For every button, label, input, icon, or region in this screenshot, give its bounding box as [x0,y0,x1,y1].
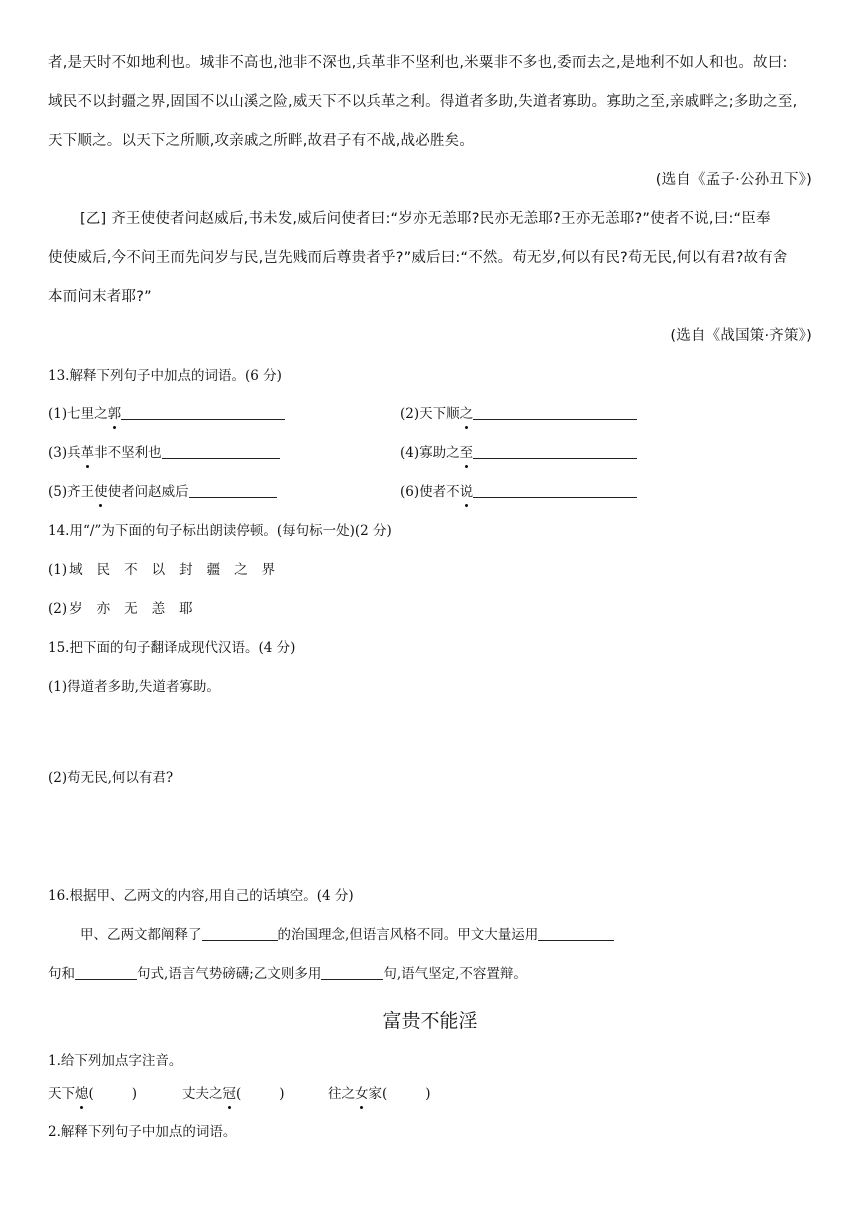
section2-q1-title: 1.给下列加点字注音。 [48,1053,183,1069]
q13-row-1 [48,404,812,424]
section2-q2-title: 2.解释下列句子中加点的词语。 [48,1124,237,1140]
emphasis-dot-char: 熄 [75,1086,89,1102]
emphasis-dot-char: 女 [355,1086,369,1102]
answer-blank[interactable] [202,926,278,941]
passage-yi-line-3: 本而问末者耶?” [48,289,152,305]
q13-item-6: (6)使者不说 [400,482,637,502]
passage-jia-line-2: 域民不以封疆之界,固国不以山溪之险,威天下不以兵革之利。得道者多助,失道者寡助。寡助之至,亲戚畔之;多助之至, [48,94,798,110]
q13-item-1: (1)七里之郭 [48,406,285,422]
section-title: 富贵不能淫 [382,1010,478,1032]
answer-blank[interactable] [473,444,637,459]
emphasis-dot-char: 之 [459,406,474,422]
q15-sentence-1: (1)得道者多助,失道者寡助。 [48,679,220,695]
emphasis-dot-char: 冠 [222,1086,236,1102]
passage-jia-source: (选自《孟子·公孙丑下》) [655,172,812,188]
q13-item-3: (3)兵革非不坚利也 [48,445,280,461]
q13-row-2 [48,443,812,463]
q16-title: 16.根据甲、乙两文的内容,用自己的话填空。(4 分) [48,888,354,904]
answer-blank[interactable] [75,965,137,980]
passage-yi-line-2: 使使威后,今不问王而先问岁与民,岂先贱而后尊贵者乎?”威后曰:“不然。苟无岁,何以有民?苟无民,何以有君?故有舍 [48,250,788,266]
q15-sentence-2: (2)苟无民,何以有君? [48,770,174,786]
section2-q1-items [48,1084,812,1104]
q14-title: 14.用“/”为下面的句子标出朗读停顿。(每句标一处)(2 分) [48,523,392,539]
passage-jia-line-3: 天下顺之。以天下之所顺,攻亲戚之所畔,故君子有不战,战必胜矣。 [48,133,475,149]
q13-title: 13.解释下列句子中加点的词语。(6 分) [48,368,282,384]
passage-yi-line-1: [乙] 齐王使使者问赵威后,书未发,威后问使者曰:“岁亦无恙耶?民亦无恙耶?王亦无恙耶?”使者不说,曰:“臣奉 [80,211,771,227]
q16-paragraph-2: 句和 句式,语言气势磅礴;乙文则多用 句,语气坚定,不容置辩。 [48,966,527,982]
emphasis-dot-char: 至 [459,445,474,461]
q15-title: 15.把下面的句子翻译成现代汉语。(4 分) [48,640,296,656]
q13-row-3 [48,482,812,502]
answer-blank[interactable] [473,405,637,420]
answer-blank[interactable] [538,926,614,941]
answer-blank[interactable] [162,444,280,459]
emphasis-dot-char: 郭 [107,406,122,422]
answer-blank[interactable] [121,405,285,420]
answer-blank[interactable] [473,483,637,498]
q13-item-4: (4)寡助之至 [400,443,637,463]
q13-item-5: (5)齐王使使者问赵威后 [48,484,277,500]
pinyin-item-1: 天下熄( ) [48,1086,138,1102]
answer-blank[interactable] [189,483,277,498]
q13-item-2: (2)天下顺之 [400,404,637,424]
passage-jia-line-1: 者,是天时不如地利也。城非不高也,池非不深也,兵革非不坚利也,米粟非不多也,委而去之,是地利不如人和也。故曰: [48,55,788,71]
pinyin-item-2: 丈夫之冠( ) [182,1086,285,1102]
emphasis-dot-char: 革 [80,445,95,461]
q16-paragraph-1: 甲、乙两文都阐释了 的治国理念,但语言风格不同。甲文大量运用 [80,925,812,945]
q14-sentence-1: (1) 域 民 不 以 封 疆 之 界 [48,562,276,578]
emphasis-dot-char: 说 [459,484,474,500]
pinyin-item-3: 往之女家( ) [328,1086,431,1102]
emphasis-dot-char: 使 [94,484,108,500]
passage-yi-source: (选自《战国策·齐策》) [670,328,812,344]
q14-sentence-2: (2) 岁 亦 无 恙 耶 [48,601,193,617]
answer-blank[interactable] [321,965,383,980]
